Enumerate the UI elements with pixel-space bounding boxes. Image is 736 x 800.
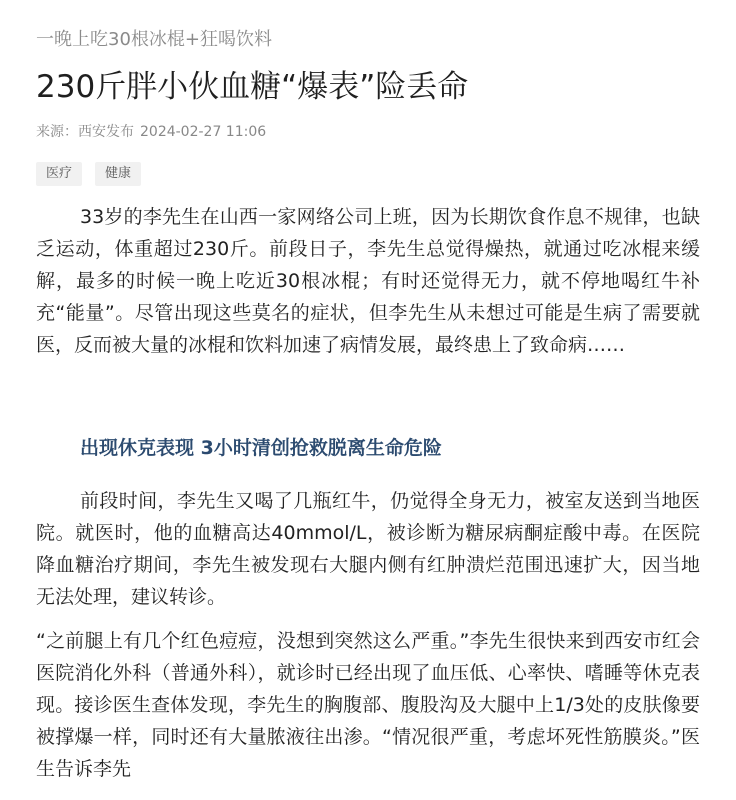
tag-medical[interactable]: 医疗 — [36, 162, 82, 186]
article-title: 230斤胖小伙血糖“爆表”险丢命 — [36, 69, 469, 105]
tag-list — [36, 162, 141, 186]
article-kicker: 一晚上吃30根冰棍+狂喝饮料 — [36, 29, 272, 50]
paragraph-treatment: “之前腿上有几个红色痘痘，没想到突然这么严重。”李先生很快来到西安市红会医院消化外科（普通外科），就诊时已经出现了血压低、心率快、嗜睡等休克表现。接诊医生查体发现，李先生的胸腹部、腹股沟及大腿中上1/3处的皮肤像要被撑爆一样，同时还有大量脓液往出渗。“情况很严重，考虑坏死性筋膜炎。”医生告诉李先 — [36, 630, 700, 780]
paragraph-diagnosis: 前段时间，李先生又喝了几瓶红牛，仍觉得全身无力，被室友送到当地医院。就医时，他的血糖高达40mmol/L，被诊断为糖尿病酮症酸中毒。在医院降血糖治疗期间，李先生被发现右大腿内侧有红肿溃烂范围迅速扩大，因当地无法处理，建议转诊。 — [36, 490, 700, 608]
tag-health[interactable]: 健康 — [95, 162, 141, 186]
article-meta — [36, 122, 266, 142]
paragraph-intro: 33岁的李先生在山西一家网络公司上班，因为长期饮食作息不规律，也缺乏运动，体重超过230斤。前段日子，李先生总觉得燥热，就通过吃冰棍来缓解，最多的时候一晚上吃近30根冰棍；有时还觉得无力，就不停地喝红牛补充“能量”。尽管出现这些莫名的症状，但李先生从未想过可能是生病了需要就医，反而被大量的冰棍和饮料加速了病情发展，最终患上了致命病…… — [36, 206, 700, 356]
section-heading: 出现休克表现 3小时清创抢救脱离生命危险 — [80, 437, 442, 459]
article-date: 2024-02-27 11:06 — [140, 124, 267, 140]
article-source: 来源：西安发布 — [36, 124, 134, 140]
